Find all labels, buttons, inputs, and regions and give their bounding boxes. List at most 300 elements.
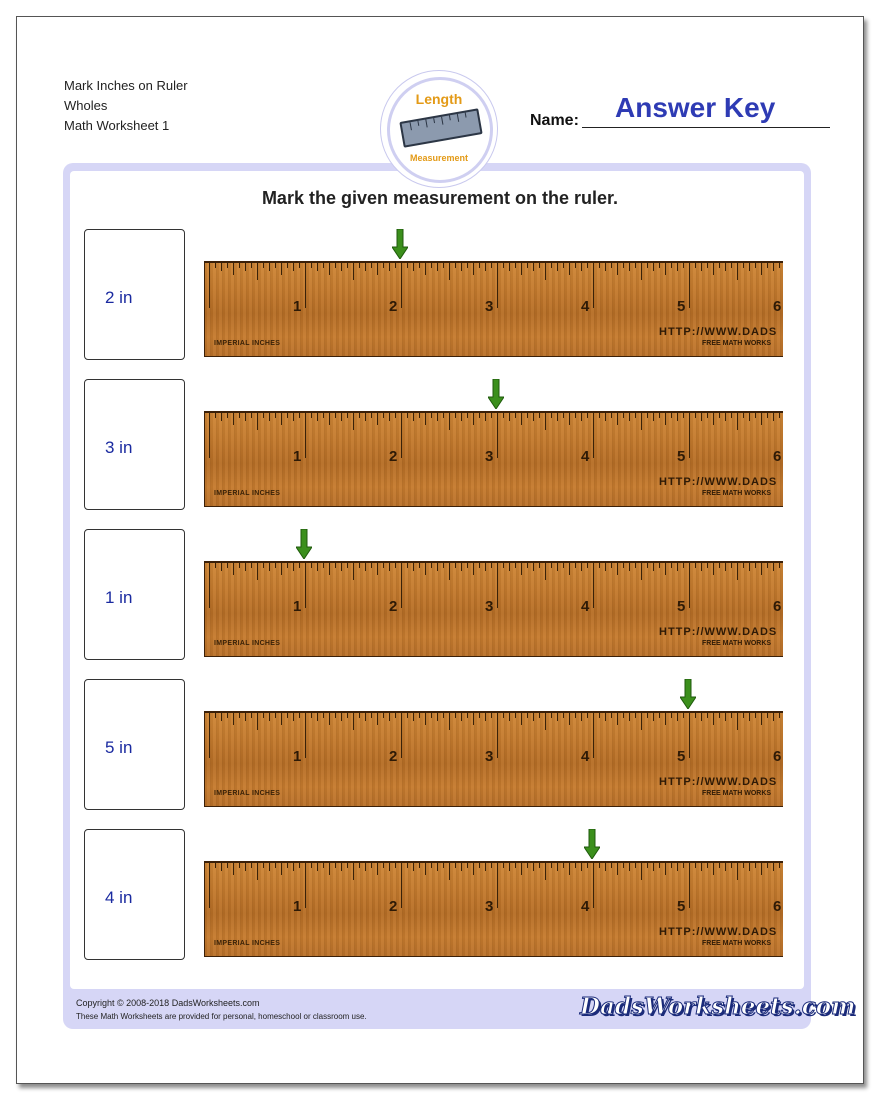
ruler-tick bbox=[629, 712, 630, 721]
ruler-tick bbox=[755, 712, 756, 718]
ruler-tick bbox=[245, 862, 246, 871]
measurement-box bbox=[84, 829, 185, 960]
ruler-tick bbox=[209, 862, 210, 908]
ruler-tick bbox=[323, 562, 324, 568]
ruler-tick bbox=[485, 712, 486, 721]
ruler-free-text: FREE MATH WORKS bbox=[702, 940, 772, 947]
ruler-tick bbox=[365, 562, 366, 571]
ruler-tick bbox=[635, 712, 636, 718]
ruler-tick bbox=[749, 262, 750, 271]
ruler-tick bbox=[695, 862, 696, 868]
ruler-tick bbox=[491, 412, 492, 418]
ruler-tick bbox=[353, 262, 354, 280]
ruler-tick bbox=[407, 862, 408, 868]
ruler-tick bbox=[245, 712, 246, 721]
ruler-tick bbox=[263, 712, 264, 718]
ruler-tick bbox=[257, 862, 258, 880]
ruler-tick bbox=[377, 862, 378, 875]
ruler-number: 6 bbox=[773, 448, 782, 465]
ruler-tick bbox=[569, 562, 570, 575]
ruler-tick bbox=[227, 262, 228, 268]
name-field-line bbox=[582, 127, 830, 128]
ruler-tick bbox=[545, 562, 546, 580]
ruler-tick bbox=[323, 412, 324, 418]
ruler-tick bbox=[635, 412, 636, 418]
ruler-tick bbox=[671, 862, 672, 868]
ruler-tick bbox=[407, 412, 408, 418]
ruler-tick bbox=[281, 262, 282, 275]
ruler-tick bbox=[473, 262, 474, 275]
answer-arrow-icon bbox=[296, 529, 312, 559]
ruler-tick bbox=[587, 562, 588, 568]
ruler-tick bbox=[659, 562, 660, 568]
ruler-tick bbox=[341, 412, 342, 421]
ruler-tick bbox=[611, 712, 612, 718]
ruler-tick bbox=[425, 262, 426, 275]
ruler-tick bbox=[257, 262, 258, 280]
ruler-tick bbox=[449, 262, 450, 280]
ruler-tick bbox=[419, 562, 420, 568]
ruler-tick bbox=[335, 712, 336, 718]
ruler-tick bbox=[293, 262, 294, 271]
ruler-tick bbox=[743, 412, 744, 418]
ruler-url-text: HTTP://WWW.DADS bbox=[659, 326, 778, 338]
ruler-tick bbox=[731, 262, 732, 268]
ruler-number: 6 bbox=[773, 748, 782, 765]
logo-title: Length bbox=[415, 91, 463, 107]
ruler-tick bbox=[407, 262, 408, 268]
ruler-tick bbox=[683, 262, 684, 268]
ruler-tick bbox=[725, 562, 726, 571]
ruler-tick bbox=[695, 262, 696, 268]
ruler-tick bbox=[647, 862, 648, 868]
ruler-tick bbox=[377, 262, 378, 275]
ruler bbox=[204, 411, 783, 507]
ruler-tick bbox=[695, 712, 696, 718]
ruler-tick bbox=[431, 862, 432, 868]
ruler-tick bbox=[653, 562, 654, 571]
ruler-tick bbox=[581, 412, 582, 421]
ruler-tick bbox=[389, 412, 390, 421]
ruler-tick bbox=[413, 862, 414, 871]
measurement-box bbox=[84, 529, 185, 660]
ruler-number: 6 bbox=[773, 898, 782, 915]
ruler-tick bbox=[371, 412, 372, 418]
ruler-tick bbox=[239, 862, 240, 868]
ruler-tick bbox=[587, 712, 588, 718]
ruler-number: 2 bbox=[389, 748, 398, 765]
ruler-tick bbox=[401, 562, 402, 608]
ruler-tick bbox=[485, 262, 486, 271]
ruler-tick bbox=[701, 562, 702, 571]
ruler-tick bbox=[593, 712, 594, 758]
ruler-tick bbox=[755, 412, 756, 418]
ruler-tick bbox=[227, 412, 228, 418]
ruler-tick bbox=[611, 562, 612, 568]
ruler-tick bbox=[605, 712, 606, 721]
ruler-tick bbox=[545, 862, 546, 880]
ruler-tick bbox=[491, 712, 492, 718]
ruler-tick bbox=[419, 862, 420, 868]
ruler-tick bbox=[743, 262, 744, 268]
ruler-tick bbox=[659, 262, 660, 268]
ruler-tick bbox=[713, 562, 714, 575]
ruler-tick bbox=[359, 862, 360, 868]
ruler-tick bbox=[395, 712, 396, 718]
ruler-tick bbox=[719, 412, 720, 418]
ruler-tick bbox=[431, 712, 432, 718]
ruler-tick bbox=[599, 412, 600, 418]
ruler bbox=[204, 261, 783, 357]
ruler-tick bbox=[305, 712, 306, 758]
ruler-tick bbox=[353, 412, 354, 430]
ruler-tick bbox=[281, 412, 282, 425]
ruler-tick bbox=[377, 712, 378, 725]
measurement-box bbox=[84, 229, 185, 360]
problem-row bbox=[0, 829, 880, 961]
ruler-tick bbox=[227, 862, 228, 868]
ruler-tick bbox=[497, 412, 498, 458]
worksheet-subtitle: Wholes bbox=[64, 98, 108, 113]
ruler-free-text: FREE MATH WORKS bbox=[702, 340, 772, 347]
ruler-tick bbox=[749, 562, 750, 571]
ruler-tick bbox=[665, 862, 666, 875]
ruler-tick bbox=[419, 712, 420, 718]
ruler-tick bbox=[317, 562, 318, 571]
ruler-tick bbox=[287, 262, 288, 268]
ruler-tick bbox=[497, 862, 498, 908]
ruler-tick bbox=[485, 562, 486, 571]
ruler-url-text: HTTP://WWW.DADS bbox=[659, 626, 778, 638]
problem-row bbox=[0, 529, 880, 661]
ruler-tick bbox=[653, 862, 654, 871]
answer-arrow-icon bbox=[584, 829, 600, 859]
ruler-tick bbox=[665, 262, 666, 275]
ruler-tick bbox=[725, 862, 726, 871]
ruler-tick bbox=[527, 412, 528, 418]
ruler-tick bbox=[755, 262, 756, 268]
ruler-tick bbox=[335, 862, 336, 868]
ruler bbox=[204, 561, 783, 657]
ruler-tick bbox=[461, 862, 462, 871]
ruler-tick bbox=[311, 712, 312, 718]
ruler-tick bbox=[509, 712, 510, 721]
ruler-free-text: FREE MATH WORKS bbox=[702, 790, 772, 797]
ruler-tick bbox=[575, 412, 576, 418]
ruler-tick bbox=[737, 562, 738, 580]
ruler-tick bbox=[497, 562, 498, 608]
ruler-tick bbox=[605, 412, 606, 421]
ruler-tick bbox=[689, 262, 690, 308]
ruler-tick bbox=[245, 412, 246, 421]
ruler-tick bbox=[365, 862, 366, 871]
ruler-tick bbox=[509, 862, 510, 871]
ruler-tick bbox=[293, 412, 294, 421]
ruler-tick bbox=[359, 712, 360, 718]
ruler-tick bbox=[329, 562, 330, 575]
ruler-tick bbox=[641, 562, 642, 580]
ruler-tick bbox=[563, 412, 564, 418]
ruler-tick bbox=[689, 562, 690, 608]
ruler-tick bbox=[395, 562, 396, 568]
ruler-tick bbox=[581, 862, 582, 871]
ruler-imperial-text: IMPERIAL INCHES bbox=[214, 340, 281, 347]
ruler-tick bbox=[269, 712, 270, 721]
ruler-tick bbox=[317, 862, 318, 871]
ruler-tick bbox=[677, 262, 678, 271]
ruler-tick bbox=[263, 262, 264, 268]
ruler-tick bbox=[503, 262, 504, 268]
ruler-tick bbox=[659, 862, 660, 868]
ruler-tick bbox=[425, 412, 426, 425]
ruler-tick bbox=[233, 562, 234, 575]
ruler-tick bbox=[221, 862, 222, 871]
ruler-tick bbox=[437, 412, 438, 421]
ruler-tick bbox=[749, 712, 750, 721]
ruler-number: 1 bbox=[293, 898, 302, 915]
ruler-tick bbox=[437, 562, 438, 571]
ruler-tick bbox=[251, 862, 252, 868]
ruler-tick bbox=[383, 562, 384, 568]
ruler-tick bbox=[563, 562, 564, 568]
ruler-tick bbox=[659, 412, 660, 418]
ruler-free-text: FREE MATH WORKS bbox=[702, 490, 772, 497]
ruler-tick bbox=[527, 712, 528, 718]
ruler-tick bbox=[473, 412, 474, 425]
problem-row bbox=[0, 379, 880, 511]
ruler-tick bbox=[701, 862, 702, 871]
ruler-tick bbox=[629, 862, 630, 871]
ruler-tick bbox=[209, 712, 210, 758]
ruler-tick bbox=[479, 262, 480, 268]
ruler-number: 5 bbox=[677, 448, 686, 465]
ruler-tick bbox=[635, 262, 636, 268]
ruler-tick bbox=[347, 862, 348, 868]
ruler-tick bbox=[275, 412, 276, 418]
ruler-tick bbox=[239, 562, 240, 568]
ruler-tick bbox=[365, 412, 366, 421]
ruler-number: 4 bbox=[581, 898, 590, 915]
ruler-tick bbox=[371, 712, 372, 718]
ruler-tick bbox=[269, 262, 270, 271]
ruler-tick bbox=[629, 262, 630, 271]
ruler-tick bbox=[653, 712, 654, 721]
ruler-tick bbox=[521, 862, 522, 875]
ruler-tick bbox=[275, 562, 276, 568]
answer-arrow-icon bbox=[488, 379, 504, 409]
ruler-tick bbox=[455, 562, 456, 568]
ruler-tick bbox=[215, 412, 216, 418]
ruler-tick bbox=[311, 862, 312, 868]
ruler-tick bbox=[299, 562, 300, 568]
ruler-tick bbox=[305, 262, 306, 308]
ruler-tick bbox=[509, 262, 510, 271]
instructions: Mark the given measurement on the ruler. bbox=[261, 188, 619, 208]
ruler-tick bbox=[365, 712, 366, 721]
ruler-tick bbox=[623, 412, 624, 418]
ruler-tick bbox=[257, 412, 258, 430]
ruler-tick bbox=[341, 712, 342, 721]
ruler-tick bbox=[731, 862, 732, 868]
ruler-tick bbox=[383, 862, 384, 868]
ruler-number: 3 bbox=[485, 748, 494, 765]
ruler-tick bbox=[623, 862, 624, 868]
ruler-tick bbox=[449, 412, 450, 430]
answer-arrow-icon bbox=[680, 679, 696, 709]
ruler-number: 3 bbox=[485, 898, 494, 915]
ruler-tick bbox=[245, 262, 246, 271]
ruler-tick bbox=[707, 862, 708, 868]
ruler-tick bbox=[713, 712, 714, 725]
ruler-tick bbox=[581, 562, 582, 571]
ruler-tick bbox=[221, 412, 222, 421]
ruler-tick bbox=[233, 262, 234, 275]
ruler-tick bbox=[725, 412, 726, 421]
ruler-tick bbox=[689, 712, 690, 758]
name-label: Name: bbox=[530, 112, 579, 129]
ruler-tick bbox=[359, 262, 360, 268]
ruler-tick bbox=[335, 412, 336, 418]
ruler-imperial-text: IMPERIAL INCHES bbox=[214, 790, 281, 797]
ruler-tick bbox=[773, 412, 774, 421]
ruler-number: 1 bbox=[293, 448, 302, 465]
ruler-tick bbox=[425, 712, 426, 725]
ruler-tick bbox=[401, 262, 402, 308]
worksheet-title: Mark Inches on Ruler bbox=[64, 78, 188, 93]
ruler-imperial-text: IMPERIAL INCHES bbox=[214, 940, 281, 947]
ruler-tick bbox=[479, 562, 480, 568]
ruler-tick bbox=[437, 712, 438, 721]
ruler-tick bbox=[293, 562, 294, 571]
ruler-tick bbox=[569, 262, 570, 275]
ruler-tick bbox=[335, 562, 336, 568]
ruler-tick bbox=[449, 712, 450, 730]
ruler-tick bbox=[683, 712, 684, 718]
ruler-tick bbox=[341, 862, 342, 871]
ruler-tick bbox=[443, 862, 444, 868]
ruler-tick bbox=[407, 712, 408, 718]
ruler-tick bbox=[605, 562, 606, 571]
ruler-tick bbox=[575, 862, 576, 868]
ruler-tick bbox=[239, 262, 240, 268]
ruler-tick bbox=[245, 562, 246, 571]
ruler-tick bbox=[215, 712, 216, 718]
ruler-tick bbox=[737, 412, 738, 430]
ruler-tick bbox=[563, 262, 564, 268]
ruler-tick bbox=[257, 562, 258, 580]
ruler-tick bbox=[269, 862, 270, 871]
ruler-tick bbox=[779, 562, 780, 568]
ruler-tick bbox=[575, 712, 576, 718]
ruler-url-text: HTTP://WWW.DADS bbox=[659, 476, 778, 488]
ruler-number: 5 bbox=[677, 898, 686, 915]
ruler-number: 4 bbox=[581, 298, 590, 315]
ruler-tick bbox=[713, 262, 714, 275]
ruler-tick bbox=[593, 862, 594, 908]
ruler-tick bbox=[215, 862, 216, 868]
ruler-tick bbox=[617, 562, 618, 575]
ruler-tick bbox=[317, 712, 318, 721]
ruler-tick bbox=[635, 562, 636, 568]
ruler-tick bbox=[383, 412, 384, 418]
ruler-tick bbox=[677, 412, 678, 421]
ruler-number: 3 bbox=[485, 448, 494, 465]
ruler-tick bbox=[263, 862, 264, 868]
ruler-tick bbox=[299, 862, 300, 868]
logo-subtitle: Measurement bbox=[409, 153, 469, 163]
ruler-tick bbox=[209, 412, 210, 458]
ruler-tick bbox=[497, 262, 498, 308]
ruler-tick bbox=[479, 412, 480, 418]
ruler-tick bbox=[557, 262, 558, 271]
ruler-imperial-text: IMPERIAL INCHES bbox=[214, 490, 281, 497]
ruler-tick bbox=[215, 262, 216, 268]
ruler-tick bbox=[323, 262, 324, 268]
ruler-tick bbox=[737, 712, 738, 730]
ruler-tick bbox=[533, 712, 534, 721]
ruler-tick bbox=[647, 412, 648, 418]
ruler-tick bbox=[437, 262, 438, 271]
ruler-tick bbox=[287, 412, 288, 418]
ruler-tick bbox=[581, 712, 582, 721]
ruler-tick bbox=[671, 412, 672, 418]
ruler-tick bbox=[545, 712, 546, 730]
ruler-tick bbox=[353, 562, 354, 580]
ruler-tick bbox=[413, 412, 414, 421]
ruler-tick bbox=[329, 862, 330, 875]
ruler-tick bbox=[419, 412, 420, 418]
ruler-tick bbox=[233, 712, 234, 725]
ruler-tick bbox=[413, 562, 414, 571]
ruler-tick bbox=[767, 712, 768, 718]
ruler-tick bbox=[209, 262, 210, 308]
length-measurement-logo bbox=[380, 70, 498, 188]
ruler-tick bbox=[767, 562, 768, 568]
ruler-number: 5 bbox=[677, 598, 686, 615]
ruler-tick bbox=[623, 262, 624, 268]
ruler-tick bbox=[677, 712, 678, 721]
ruler-tick bbox=[677, 562, 678, 571]
worksheet-number: Math Worksheet 1 bbox=[64, 118, 170, 133]
ruler-tick bbox=[221, 712, 222, 721]
ruler-tick bbox=[233, 412, 234, 425]
ruler-tick bbox=[305, 562, 306, 608]
ruler-tick bbox=[725, 712, 726, 721]
problem-row bbox=[0, 229, 880, 361]
ruler-tick bbox=[317, 412, 318, 421]
ruler-tick bbox=[371, 862, 372, 868]
ruler-tick bbox=[605, 862, 606, 871]
ruler-tick bbox=[653, 412, 654, 421]
ruler-tick bbox=[551, 862, 552, 868]
ruler-tick bbox=[641, 262, 642, 280]
ruler-tick bbox=[389, 862, 390, 871]
measurement-label: 4 in bbox=[105, 888, 133, 907]
ruler-tick bbox=[341, 562, 342, 571]
ruler-tick bbox=[263, 562, 264, 568]
ruler-tick bbox=[503, 562, 504, 568]
ruler-tick bbox=[347, 262, 348, 268]
ruler-tick bbox=[449, 562, 450, 580]
ruler-tick bbox=[653, 262, 654, 271]
ruler-tick bbox=[305, 412, 306, 458]
ruler-tick bbox=[767, 412, 768, 418]
ruler-tick bbox=[299, 262, 300, 268]
ruler-tick bbox=[347, 412, 348, 418]
ruler-tick bbox=[359, 562, 360, 568]
ruler-tick bbox=[461, 712, 462, 721]
ruler-tick bbox=[671, 562, 672, 568]
